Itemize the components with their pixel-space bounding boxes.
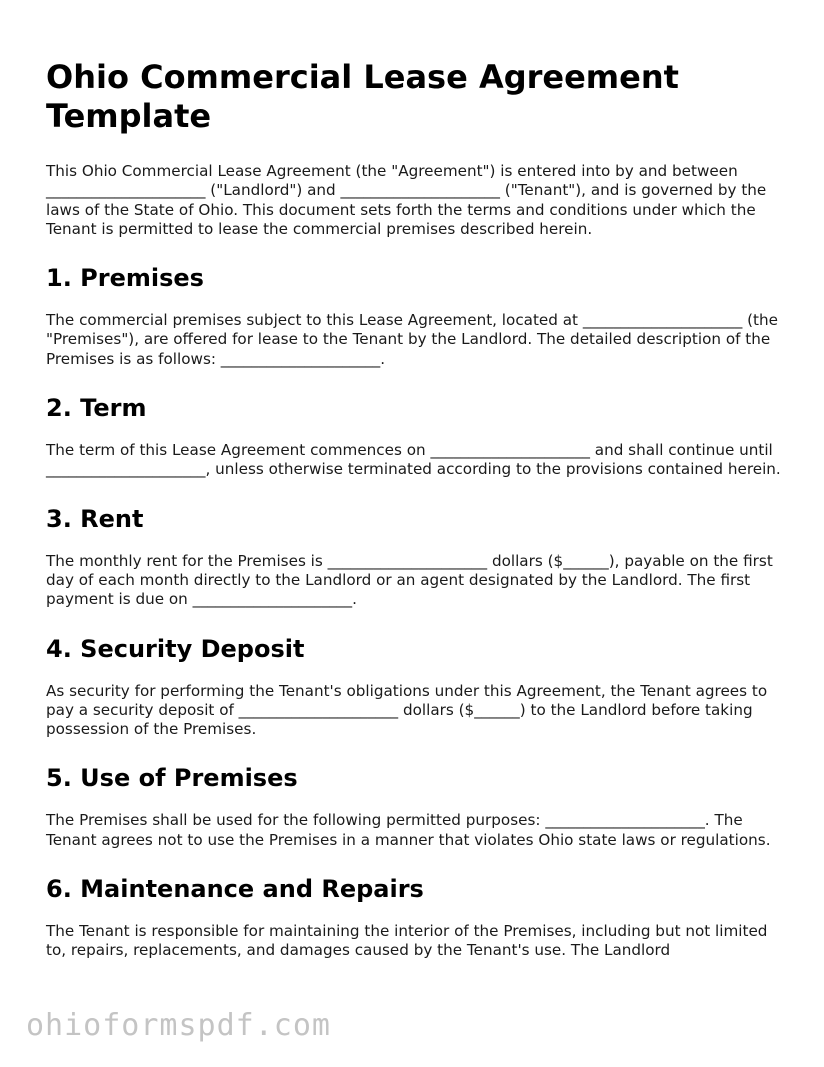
- section-heading: 6. Maintenance and Repairs: [46, 875, 424, 904]
- section-heading: 2. Term: [46, 394, 147, 423]
- document-page: [46, 58, 786, 985]
- section-security-deposit: [46, 634, 786, 740]
- section-rent: [46, 504, 786, 610]
- section-premises: [46, 263, 786, 369]
- section-body: The commercial premises subject to this Lease Agreement, located at _____________________ (the "Premises"), are offered for lease to the Tenant by the Landlord. The detailed description of the Premises is as follows: _____________________.: [46, 311, 778, 368]
- section-maintenance: [46, 874, 786, 961]
- section-body: The Tenant is responsible for maintaining the interior of the Premises, including but not limited to, repairs, replacements, and damages caused by the Tenant's use. The Landlord: [46, 922, 768, 960]
- section-body: As security for performing the Tenant's obligations under this Agreement, the Tenant agrees to pay a security deposit of _____________________ dollars ($______) to the Landlord before taking possession of the Premises.: [46, 681, 768, 739]
- section-body: The monthly rent for the Premises is _____________________ dollars ($______), payable on the first day of each month directly to the Landlord or an agent designated by the Landlord. The first payment is due on _____________________.: [46, 551, 773, 609]
- watermark-text: ohioformspdf.com: [26, 1008, 331, 1043]
- document-title: Ohio Commercial Lease Agreement Template: [46, 58, 679, 135]
- section-heading: 4. Security Deposit: [46, 634, 305, 663]
- section-heading: 3. Rent: [46, 504, 144, 533]
- section-heading: 5. Use of Premises: [46, 764, 298, 793]
- intro-paragraph: This Ohio Commercial Lease Agreement (the "Agreement") is entered into by and between _____________________ ("Landlord") and _____________________ ("Tenant"), and is governed by the laws of the State of Ohio. This document sets forth the terms and conditions under which the Tenant is permitted to lease the commercial premises described herein.: [46, 162, 767, 238]
- section-body: The term of this Lease Agreement commences on _____________________ and shall continue until _____________________, unless otherwise terminated according to the provisions contained herein.: [46, 441, 781, 479]
- section-body: The Premises shall be used for the following permitted purposes: _____________________. The Tenant agrees not to use the Premises in a manner that violates Ohio state laws or regulations.: [46, 811, 771, 849]
- section-term: [46, 393, 786, 480]
- section-heading: 1. Premises: [46, 264, 204, 293]
- section-use-of-premises: [46, 763, 786, 850]
